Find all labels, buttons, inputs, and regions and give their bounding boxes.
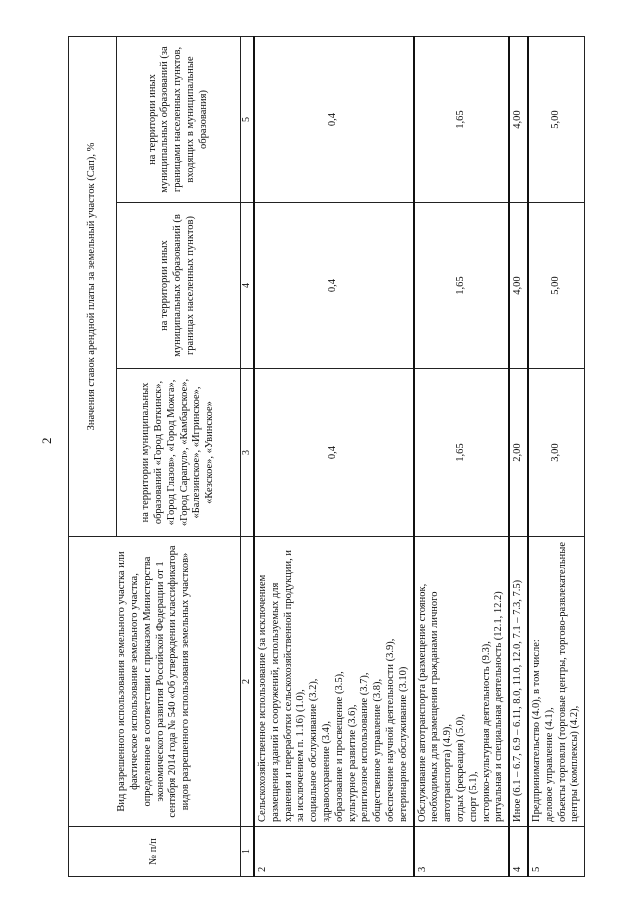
description-line: социальное обслуживание (3.2), bbox=[308, 678, 320, 822]
rate-value: 4,00 bbox=[509, 36, 528, 202]
description-line: общественное управление (3.8), bbox=[372, 678, 384, 822]
description-line: ветеринарное обслуживание (3.10) bbox=[397, 666, 409, 822]
table-row bbox=[254, 36, 414, 876]
column-number: 1 bbox=[241, 827, 255, 877]
column-number: 5 bbox=[241, 36, 255, 202]
description-line: религиозное использование (3.7), bbox=[359, 672, 371, 822]
rate-value: 3,00 bbox=[528, 369, 585, 537]
column-number: 3 bbox=[241, 369, 255, 537]
land-use-description bbox=[254, 537, 414, 827]
description-line: образование и просвещение (3.5), bbox=[333, 671, 345, 822]
header-municipalities-listed: на территории муниципальных образований «Город Воткинск», «Город Глазов», «Город Можга», «Город Сарапул», «Камбарское», «Балезинское», «Игринское», «Кезское», «Увинское» bbox=[117, 369, 241, 537]
column-number: 2 bbox=[241, 537, 255, 827]
row-number: 2 bbox=[254, 827, 414, 877]
description-line: здравоохранение (3.4), bbox=[320, 720, 332, 822]
rate-value: 0,4 bbox=[254, 36, 414, 202]
description-line: объекты торговли (торговые центры, торгово-развлекательные центры (комплексы) (4.2), bbox=[556, 541, 581, 822]
rate-value: 5,00 bbox=[528, 203, 585, 369]
description-line: Сельскохозяйственное использование (за исключением размещения зданий и сооружений, используемых для хранения и переработки сельскохозяйственной продукции, и за исключением п. 1.16) (1.0), bbox=[257, 549, 307, 822]
description-line: ритуальная и специальная деятельность (12.1, 12.2) bbox=[493, 591, 505, 822]
table-row bbox=[528, 36, 585, 876]
description-line: обеспечение научной деятельности (3.9), bbox=[384, 638, 396, 822]
column-number-row bbox=[241, 36, 255, 876]
rate-value: 1,65 bbox=[414, 203, 510, 369]
row-number: 5 bbox=[528, 827, 585, 877]
description-line: Обслуживание автотранспорта (размещение стоянок, необходимых для размещения гражданами личного автотранспорта) (4.9), bbox=[416, 583, 454, 822]
land-use-description bbox=[528, 537, 585, 827]
table-row bbox=[509, 36, 528, 876]
description-line: деловое управление (4.1), bbox=[543, 707, 555, 822]
rate-value: 1,65 bbox=[414, 369, 510, 537]
description-line: Предпринимательство (4.0), в том числе: bbox=[530, 639, 542, 822]
rate-value: 2,00 bbox=[509, 369, 528, 537]
column-number: 4 bbox=[241, 203, 255, 369]
rent-rates-table bbox=[68, 36, 585, 877]
rotated-table-container bbox=[68, 37, 610, 877]
rate-value: 5,00 bbox=[528, 36, 585, 202]
row-number: 4 bbox=[509, 827, 528, 877]
table-row bbox=[414, 36, 510, 876]
description-line: историко-культурная деятельность (9.3), bbox=[480, 641, 492, 822]
page-number: 2 bbox=[39, 437, 54, 444]
header-other-outside-settlements: на территории иных муниципальных образований (за границами населенных пунктов, входящих в муниципальные образования) bbox=[117, 36, 241, 202]
land-use-description bbox=[414, 537, 510, 827]
description-line: культурное развитие (3.6), bbox=[346, 704, 358, 822]
rate-value: 1,65 bbox=[414, 36, 510, 202]
header-rate-values: Значения ставок арендной платы за земельный участок (Сап), % bbox=[69, 36, 117, 536]
header-land-use-type: Вид разрешенного использования земельного участка или фактическое использование земельного участка, определенное в соответствии с приказом Министерства экономического развития Российской Федерации от 1 сентября 2014 года № 540 «Об утверждении классификатора видов разрешенного использования земельных участков» bbox=[69, 537, 241, 827]
description-line: спорт (5.1), bbox=[467, 771, 479, 822]
description-line: Иное (6.1 – 6.7, 6.9 – 6.11, 8.0, 11.0, 12.0, 7.1 – 7.3, 7.5) bbox=[512, 579, 524, 822]
rate-value: 0,4 bbox=[254, 203, 414, 369]
row-number: 3 bbox=[414, 827, 510, 877]
land-use-description bbox=[509, 537, 528, 827]
rate-value: 0,4 bbox=[254, 369, 414, 537]
description-line: отдых (рекреация) (5.0), bbox=[454, 714, 466, 822]
rate-value: 4,00 bbox=[509, 203, 528, 369]
header-number: № п/п bbox=[69, 827, 241, 877]
header-other-within-settlements: на территории иных муниципальных образований (в границах населенных пунктов) bbox=[117, 203, 241, 369]
